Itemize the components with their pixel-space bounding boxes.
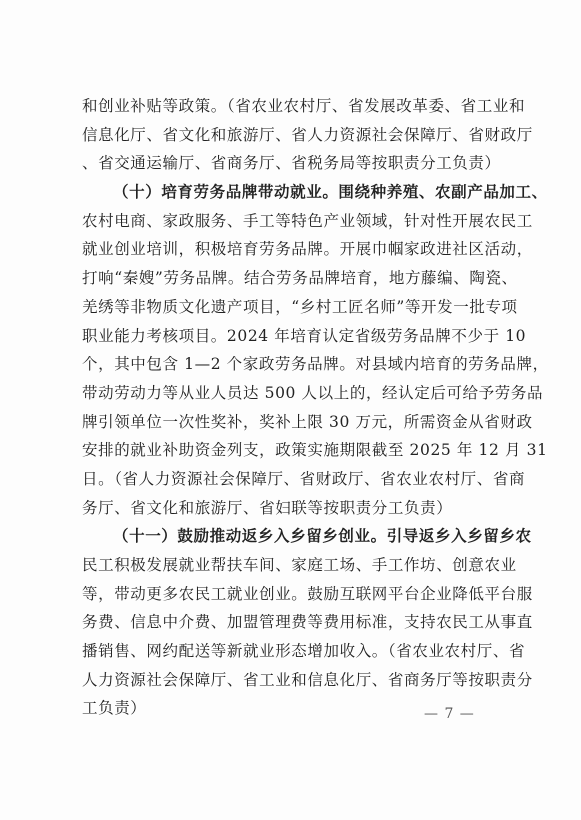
text-line: 工负责）: [82, 699, 147, 718]
text-line: 职业能力考核项目。2024 年培育认定省级劳务品牌不少于 10: [82, 326, 527, 345]
section-11-title: 鼓励推动返乡入乡留乡创业。引导返乡入乡留乡农: [177, 527, 532, 546]
text-line: 等，带动更多农民工就业创业。鼓励互联网平台企业降低平台服: [82, 584, 533, 603]
text-line: 日。（省人力资源社会保障厅、省财政厅、省农业农村厅、省商: [82, 469, 526, 488]
text-line: 就业创业培训，积极培育劳务品牌。开展巾帼家政进社区活动，: [82, 240, 533, 259]
text-line: 打响“秦嫂”劳务品牌。结合劳务品牌培育，地方藤编、陶瓷、: [82, 269, 518, 288]
text-line: 牌引领单位一次性奖补，奖补上限 30 万元，所需资金从省财政: [82, 412, 533, 431]
section-10-title: 培育劳务品牌带动就业。围绕种养殖、农副产品加工、: [161, 183, 548, 202]
section-11-heading-line: [82, 522, 532, 551]
text-line: 播销售、网约配送等新就业形态增加收入。（省农业农村厅、省: [82, 642, 526, 661]
page-number: — 7 —: [424, 706, 475, 722]
text-line: 、省交通运输厅、省商务厅、省税务局等按职责分工负责）: [82, 154, 501, 173]
text-line: 安排的就业补助资金列支，政策实施期限截至 2025 年 12 月 31: [82, 441, 548, 460]
section-10-marker: （十）: [113, 183, 162, 202]
document-body: [82, 92, 549, 723]
section-11-marker: （十一）: [113, 527, 178, 546]
text-line: 个，其中包含 1—2 个家政劳务品牌。对县域内培育的劳务品牌，: [82, 355, 549, 374]
text-line: 羌绣等非物质文化遗产项目，“乡村工匠名师”等开发一批专项: [82, 297, 518, 316]
text-line: 民工积极发展就业帮扶车间、家庭工场、手工作坊、创意农业: [82, 556, 517, 574]
text-line: 信息化厅、省文化和旅游厅、省人力资源社会保障厅、省财政厅: [82, 125, 533, 144]
section-10-heading-line: [82, 178, 548, 207]
text-line: 务费、信息中介费、加盟管理费等费用标准，支持农民工从事直: [82, 613, 533, 632]
text-line: 农村电商、家政服务、手工等特色产业领域，针对性开展农民工: [82, 211, 533, 230]
text-line: 带动劳动力等从业人员达 500 人以上的，经认定后可给予劳务品: [82, 383, 544, 402]
text-line: 人力资源社会保障厅、省工业和信息化厅、省商务厅等按职责分: [82, 670, 533, 689]
text-line: 务厅、省文化和旅游厅、省妇联等按职责分工负责）: [82, 498, 453, 517]
text-line: 和创业补贴等政策。（省农业农村厅、省发展改革委、省工业和: [82, 97, 526, 115]
